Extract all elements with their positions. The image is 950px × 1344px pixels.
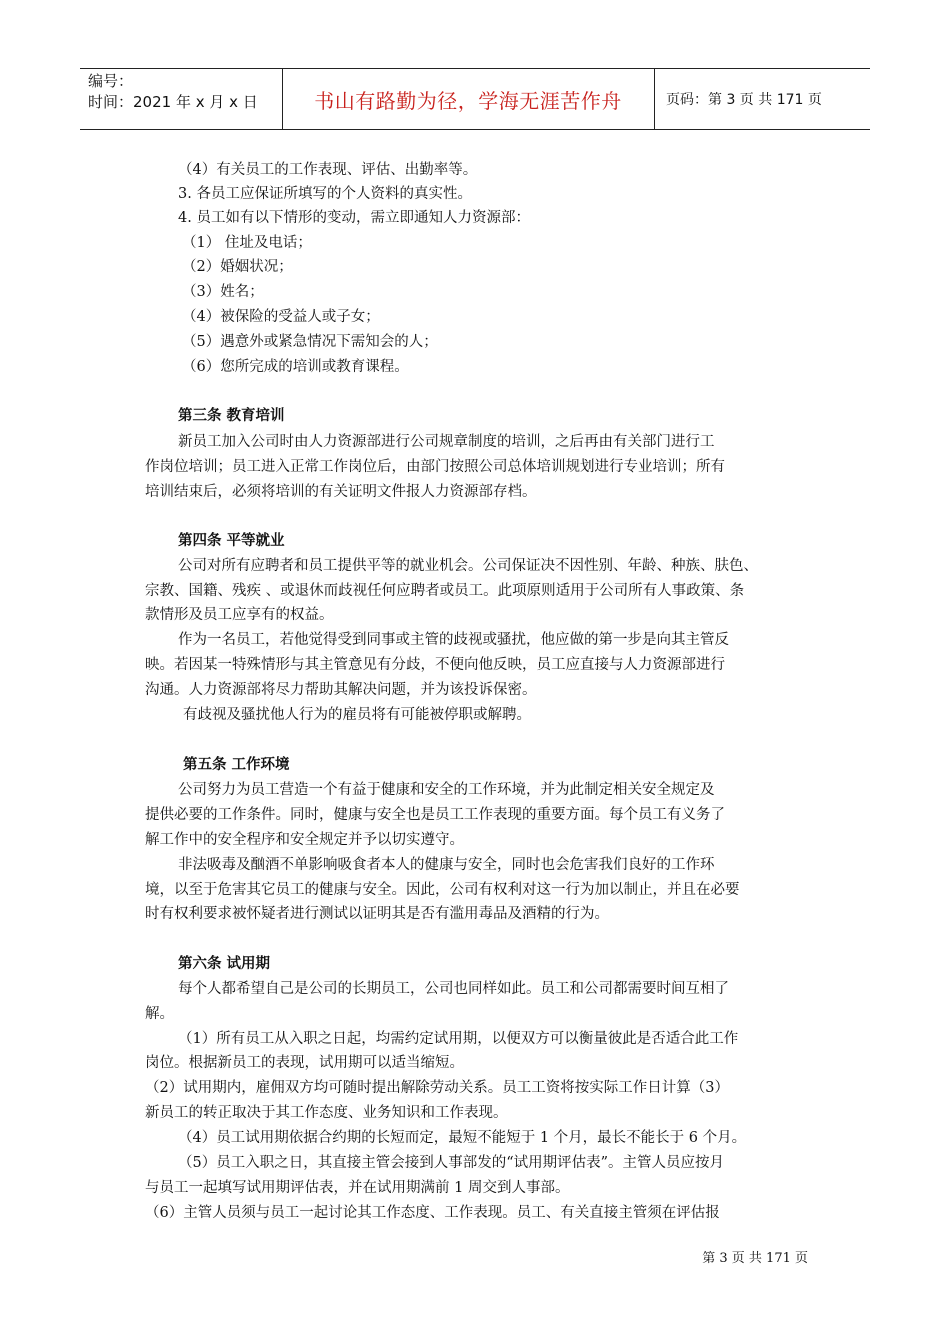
paragraph-line: 沟通。人力资源部将尽力帮助其解决问题，并为该投诉保密。 bbox=[145, 682, 537, 698]
section-heading: 第四条 平等就业 bbox=[178, 533, 285, 549]
paragraph-line: 境，以至于危害其它员工的健康与安全。因此，公司有权利对这一行为加以制止，并且在必要 bbox=[145, 882, 740, 898]
list-item: 新员工的转正取决于其工作态度、业务知识和工作表现。 bbox=[145, 1105, 508, 1121]
list-item: （6）您所完成的培训或教育课程。 bbox=[182, 359, 409, 375]
paragraph-line: 3. 各员工应保证所填写的个人资料的真实性。 bbox=[178, 186, 472, 202]
page-footer: 第 3 页 共 171 页 bbox=[702, 1251, 808, 1266]
paragraph-line: 解。 bbox=[145, 1006, 174, 1022]
page-header bbox=[80, 68, 870, 130]
paragraph-line: 4. 员工如有以下情形的变动，需立即通知人力资源部： bbox=[178, 210, 530, 226]
paragraph-line: 每个人都希望自己是公司的长期员工，公司也同样如此。员工和公司都需要时间互相了 bbox=[178, 981, 729, 997]
list-item: （5）遇意外或紧急情况下需知会的人； bbox=[182, 334, 438, 350]
list-item: （3）姓名； bbox=[182, 284, 264, 300]
list-item: 与员工一起填写试用期评估表，并在试用期满前 1 周交到人事部。 bbox=[145, 1180, 570, 1196]
section-heading: 第五条 工作环境 bbox=[183, 757, 290, 773]
list-item: （2）婚姻状况； bbox=[182, 259, 293, 275]
header-divider bbox=[654, 69, 655, 129]
paragraph-line: 非法吸毒及酗酒不单影响吸食者本人的健康与安全，同时也会危害我们良好的工作环 bbox=[178, 857, 715, 873]
paragraph-line: 映。若因某一特殊情形与其主管意见有分歧，不便向他反映，员工应直接与人力资源部进行 bbox=[145, 657, 725, 673]
paragraph-line: 款情形及员工应享有的权益。 bbox=[145, 607, 334, 623]
number-label: 编号： bbox=[88, 72, 134, 90]
paragraph-line: 提供必要的工作条件。同时，健康与安全也是员工工作表现的重要方面。每个员工有义务了 bbox=[145, 807, 725, 823]
paragraph-line: 时有权利要求被怀疑者进行测试以证明其是否有滥用毒品及酒精的行为。 bbox=[145, 906, 609, 922]
section-heading: 第六条 试用期 bbox=[178, 956, 271, 972]
list-item: （2）试用期内，雇佣双方均可随时提出解除劳动关系。员工工资将按实际工作日计算（3） bbox=[145, 1080, 729, 1096]
list-item: （1） 住址及电话； bbox=[182, 235, 312, 251]
list-item: （4）员工试用期依据合约期的长短而定，最短不能短于 1 个月，最长不能长于 6 个月。 bbox=[178, 1130, 747, 1146]
list-item: （1）所有员工从入职之日起，均需约定试用期，以便双方可以衡量彼此是否适合此工作 bbox=[178, 1031, 739, 1047]
paragraph-line: 培训结束后，必须将培训的有关证明文件报人力资源部存档。 bbox=[145, 484, 537, 500]
paragraph-line: 有歧视及骚扰他人行为的雇员将有可能被停职或解聘。 bbox=[183, 707, 531, 723]
paragraph-line: 新员工加入公司时由人力资源部进行公司规章制度的培训，之后再由有关部门进行工 bbox=[178, 434, 715, 450]
list-item: （5）员工入职之日，其直接主管会接到人事部发的“试用期评估表”。主管人员应按月 bbox=[178, 1155, 725, 1171]
paragraph-line: 宗教、国籍、残疾 、或退休而歧视任何应聘者或员工。此项原则适用于公司所有人事政策、条 bbox=[145, 583, 745, 599]
list-item: （4）有关员工的工作表现、评估、出勤率等。 bbox=[178, 162, 478, 178]
list-item: （6）主管人员须与员工一起讨论其工作态度、工作表现。员工、有关直接主管须在评估报 bbox=[145, 1205, 720, 1221]
header-page-info: 页码：第 3 页 共 171 页 bbox=[666, 92, 822, 108]
paragraph-line: 解工作中的安全程序和安全规定并予以切实遵守。 bbox=[145, 832, 464, 848]
paragraph-line: 公司对所有应聘者和员工提供平等的就业机会。公司保证决不因性别、年龄、种族、肤色、 bbox=[178, 558, 758, 574]
paragraph-line: 作为一名员工，若他觉得受到同事或主管的歧视或骚扰，他应做的第一步是向其主管反 bbox=[178, 632, 729, 648]
header-meta bbox=[88, 71, 283, 113]
section-heading: 第三条 教育培训 bbox=[178, 408, 285, 424]
header-motto: 书山有路勤为径，学海无涯苦作舟 bbox=[314, 88, 622, 113]
paragraph-line: 公司努力为员工营造一个有益于健康和安全的工作环境，并为此制定相关安全规定及 bbox=[178, 782, 715, 798]
list-item: 岗位。根据新员工的表现，试用期可以适当缩短。 bbox=[145, 1055, 464, 1071]
date-line: 时间：2021 年 x 月 x 日 bbox=[88, 93, 258, 111]
paragraph-line: 作岗位培训；员工进入正常工作岗位后，由部门按照公司总体培训规划进行专业培训；所有 bbox=[145, 459, 725, 475]
list-item: （4）被保险的受益人或子女； bbox=[182, 309, 380, 325]
